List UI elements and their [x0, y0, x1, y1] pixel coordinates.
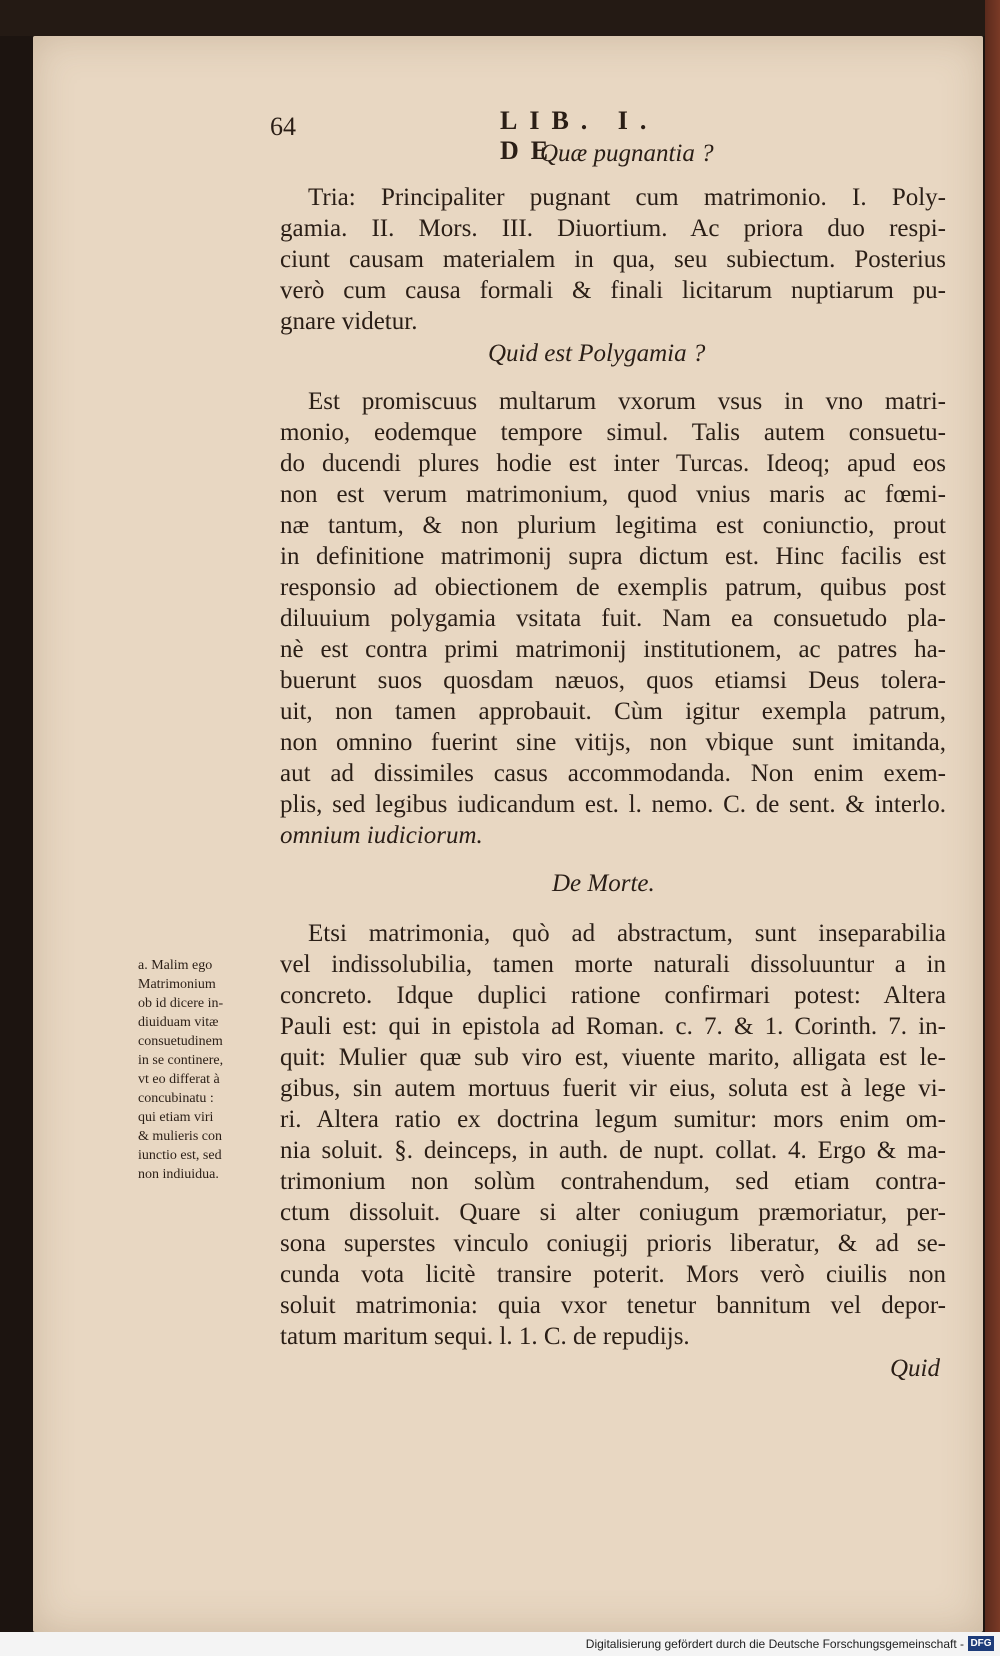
text-line: nia soluit. §. deinceps, in auth. de nupt. collat. 4. Ergo & ma- [280, 1137, 946, 1164]
text-line: Pauli est: qui in epistola ad Roman. c. 7. & 1. Corinth. 7. in- [280, 1013, 946, 1040]
margin-note-line: iunctio est, sed [138, 1148, 222, 1163]
margin-note-line: in se continere, [138, 1053, 224, 1068]
margin-note-line: a. Malim ego [138, 958, 213, 973]
text-line: tatum maritum sequi. l. 1. C. de repudijs. [280, 1323, 690, 1350]
text-line: Est promiscuus multarum vxorum vsus in vno matri- [308, 388, 946, 415]
text-line: cunda vota licitè transire poterit. Mors verò ciuilis non [280, 1261, 946, 1288]
section-heading-pugnantia: Quæ pugnantia ? [540, 140, 714, 167]
section-body-polygamia [280, 386, 946, 851]
text-line: gibus, sin autem mortuus fuerit vir eius, soluta est à lege vi- [280, 1075, 946, 1102]
text-line: uit, non tamen approbauit. Cùm igitur exempla patrum, [280, 698, 946, 725]
text-line: verò cum causa formali & finali licitarum nuptiarum pu- [280, 277, 946, 304]
text-line: ciunt causam materialem in qua, seu subiectum. Posterius [280, 246, 946, 273]
margin-note-line: qui etiam viri [138, 1110, 214, 1125]
text-line: Etsi matrimonia, quò ad abstractum, sunt inseparabilia [308, 920, 946, 947]
marginal-note [138, 956, 274, 1184]
text-line: plis, sed legibus iudicandum est. l. nemo. C. de sent. & interlo. [280, 791, 946, 818]
footer-text: Digitalisierung gefördert durch die Deutsche Forschungsgemeinschaft - [585, 1637, 964, 1651]
text-line: ctum dissoluit. Quare si alter coniugum præmoriatur, per- [280, 1199, 946, 1226]
margin-note-line: vt eo differat à [138, 1072, 220, 1087]
running-title: LIB. I. DE [500, 106, 659, 165]
text-line: soluit matrimonia: quia vxor tenetur bannitum vel depor- [280, 1292, 946, 1319]
margin-note-line: & mulieris con [138, 1129, 222, 1144]
page-number: 64 [270, 112, 296, 141]
section-body-de-morte [280, 918, 946, 1352]
text-line: vel indissolubilia, tamen morte naturali dissoluuntur a in [280, 951, 946, 978]
margin-note-line: consuetudinem [138, 1034, 223, 1049]
text-line: trimonium non solùm contrahendum, sed etiam contra- [280, 1168, 946, 1195]
scan-background-top [0, 0, 1000, 36]
text-line: Tria: Principaliter pugnant cum matrimonio. I. Poly- [308, 184, 946, 211]
margin-note-line: non indiuidua. [138, 1167, 219, 1182]
margin-note-line: ob id dicere in- [138, 996, 224, 1011]
text-line: omnium iudiciorum. [280, 822, 483, 849]
digitization-footer [0, 1632, 1000, 1656]
text-line: do ducendi plures hodie est inter Turcas. Ideoq; apud eos [280, 450, 946, 477]
text-line: gnare videtur. [280, 308, 418, 335]
text-line: non est verum matrimonium, quod vnius maris ac fœmi- [280, 481, 946, 508]
catchword: Quid [890, 1355, 940, 1382]
text-line: diluuium polygamia vsitata fuit. Nam ea consuetudo pla- [280, 605, 946, 632]
text-line: næ tantum, & non plurium legitima est coniunctio, prout [280, 512, 946, 539]
text-line: gamia. II. Mors. III. Diuortium. Ac priora duo respi- [280, 215, 946, 242]
text-line: aut ad dissimiles casus accommodanda. Non enim exem- [280, 760, 946, 787]
text-line: quit: Mulier quæ sub viro est, viuente marito, alligata est le- [280, 1044, 946, 1071]
margin-note-line: concubinatu : [138, 1091, 214, 1106]
section-heading-polygamia: Quid est Polygamia ? [488, 340, 706, 367]
text-line: nè est contra primi matrimonij institutionem, ac patres ha- [280, 636, 946, 663]
text-line: concreto. Idque duplici ratione confirmari potest: Altera [280, 982, 946, 1009]
text-line: monio, eodemque tempore simul. Talis autem consuetu- [280, 419, 946, 446]
margin-note-line: Matrimonium [138, 977, 216, 992]
dfg-logo[interactable]: DFG [968, 1636, 994, 1651]
section-body-pugnantia [280, 182, 946, 337]
text-line: responsio ad obiectionem de exemplis patrum, quibus post [280, 574, 946, 601]
text-line: ri. Altera ratio ex doctrina legum sumitur: mors enim om- [280, 1106, 946, 1133]
section-heading-de-morte: De Morte. [552, 870, 655, 897]
text-line: buerunt suos quosdam næuos, quos etiamsi Deus tolera- [280, 667, 946, 694]
text-line: in definitione matrimonij supra dictum est. Hinc facilis est [280, 543, 946, 570]
margin-note-line: diuiduam vitæ [138, 1015, 219, 1030]
text-line: non omnino fuerint sine vitijs, non vbique sunt imitanda, [280, 729, 946, 756]
text-line: sona superstes vinculo coniugij prioris liberatur, & ad se- [280, 1230, 946, 1257]
book-spine-edge [985, 0, 1000, 1656]
